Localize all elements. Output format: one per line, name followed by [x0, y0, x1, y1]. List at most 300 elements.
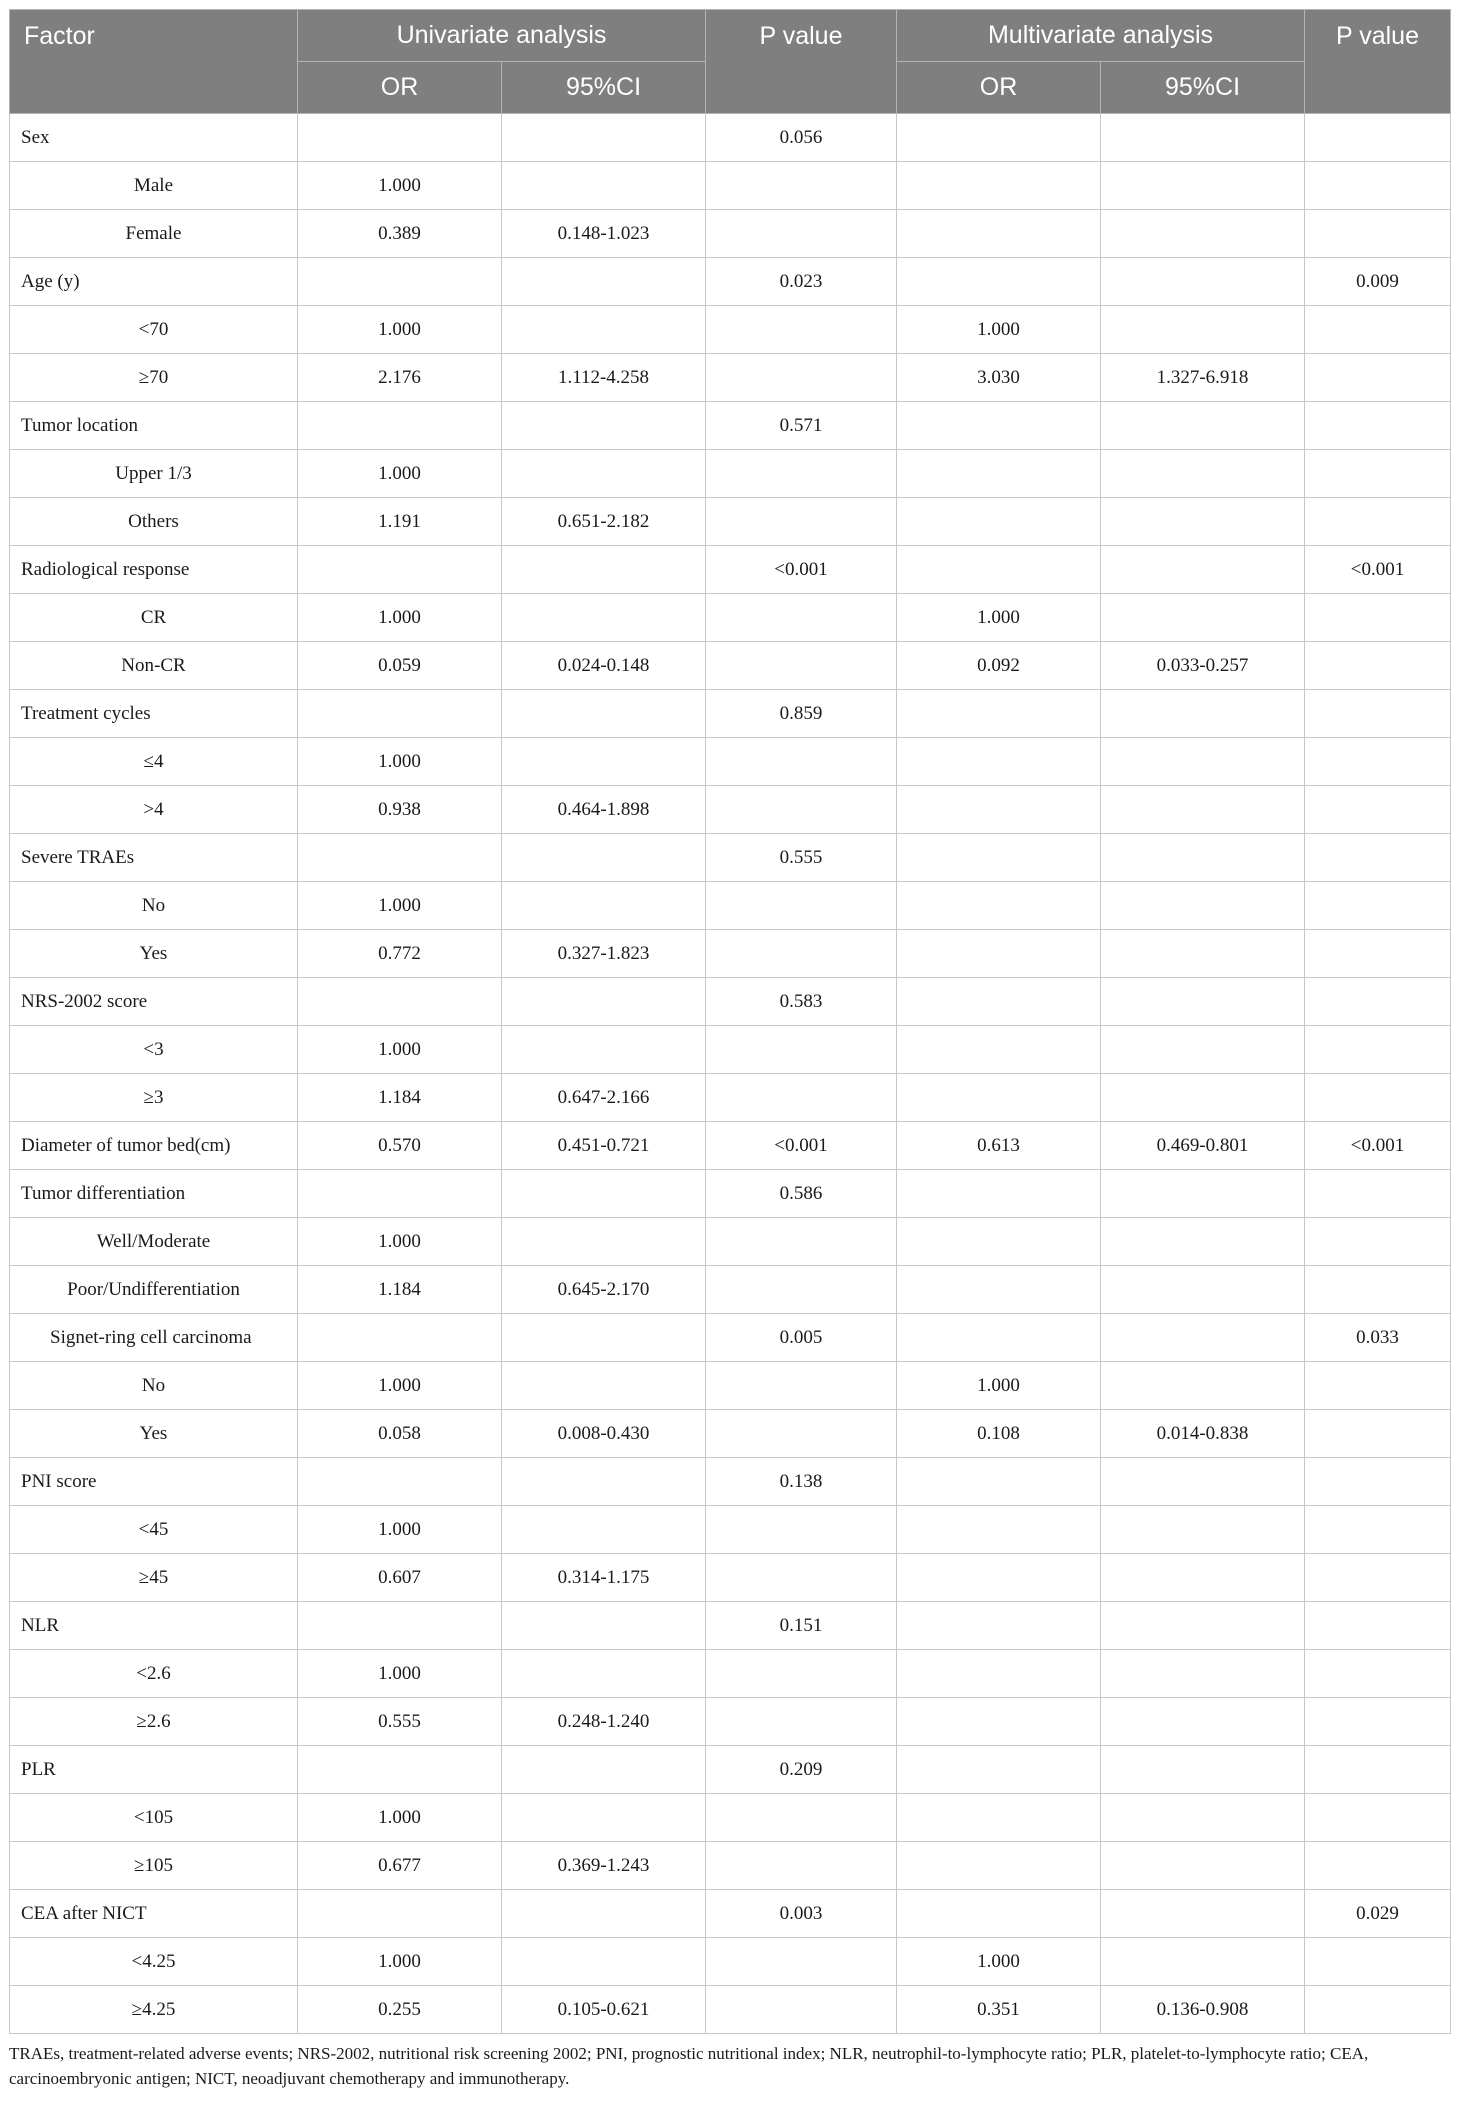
or-multivariate-cell — [897, 1650, 1101, 1698]
factor-cell: Yes — [10, 930, 298, 978]
or-multivariate-cell — [897, 258, 1101, 306]
factor-cell: Upper 1/3 — [10, 450, 298, 498]
p-univariate-cell: 0.056 — [706, 114, 897, 162]
or-multivariate-cell: 1.000 — [897, 594, 1101, 642]
factor-cell: <2.6 — [10, 1650, 298, 1698]
or-multivariate-cell — [897, 690, 1101, 738]
factor-cell: ≥2.6 — [10, 1698, 298, 1746]
factor-cell: Yes — [10, 1410, 298, 1458]
ci-multivariate-cell — [1101, 1746, 1305, 1794]
table-row — [10, 354, 1451, 402]
p-univariate-cell — [706, 1986, 897, 2034]
ci-multivariate-cell — [1101, 450, 1305, 498]
ci-multivariate-cell: 0.136-0.908 — [1101, 1986, 1305, 2034]
table-row — [10, 1266, 1451, 1314]
ci-univariate-cell — [502, 978, 706, 1026]
ci-univariate-cell — [502, 402, 706, 450]
table-header — [10, 10, 1451, 114]
ci-univariate-cell — [502, 1218, 706, 1266]
ci-multivariate-cell — [1101, 1458, 1305, 1506]
p-univariate-cell: 0.583 — [706, 978, 897, 1026]
ci-multivariate-cell — [1101, 1218, 1305, 1266]
p-multivariate-cell — [1305, 1842, 1451, 1890]
ci-multivariate-cell — [1101, 114, 1305, 162]
or-univariate-cell: 1.000 — [298, 1362, 502, 1410]
p-multivariate-cell — [1305, 1074, 1451, 1122]
factor-cell: ≥105 — [10, 1842, 298, 1890]
p-univariate-cell: 0.571 — [706, 402, 897, 450]
table-row — [10, 498, 1451, 546]
or-multivariate-cell — [897, 114, 1101, 162]
p-multivariate-cell — [1305, 786, 1451, 834]
ci-univariate-cell — [502, 306, 706, 354]
ci-multivariate-cell — [1101, 1170, 1305, 1218]
p-univariate-cell — [706, 786, 897, 834]
ci-multivariate-cell — [1101, 1938, 1305, 1986]
or-multivariate-cell — [897, 1170, 1101, 1218]
or-multivariate-cell — [897, 546, 1101, 594]
header-or-multivariate: OR — [897, 62, 1101, 114]
or-multivariate-cell — [897, 882, 1101, 930]
ci-multivariate-cell: 0.469-0.801 — [1101, 1122, 1305, 1170]
table-row — [10, 1314, 1451, 1362]
or-univariate-cell — [298, 1746, 502, 1794]
table-row — [10, 978, 1451, 1026]
ci-univariate-cell: 0.645-2.170 — [502, 1266, 706, 1314]
or-multivariate-cell — [897, 1074, 1101, 1122]
ci-multivariate-cell — [1101, 1074, 1305, 1122]
or-multivariate-cell — [897, 1698, 1101, 1746]
table-row — [10, 162, 1451, 210]
table-row — [10, 1842, 1451, 1890]
or-univariate-cell — [298, 1314, 502, 1362]
or-univariate-cell — [298, 690, 502, 738]
or-multivariate-cell: 0.351 — [897, 1986, 1101, 2034]
ci-univariate-cell — [502, 738, 706, 786]
factor-cell: Female — [10, 210, 298, 258]
factor-cell: ≤4 — [10, 738, 298, 786]
or-multivariate-cell: 3.030 — [897, 354, 1101, 402]
or-multivariate-cell — [897, 162, 1101, 210]
ci-multivariate-cell — [1101, 882, 1305, 930]
p-multivariate-cell — [1305, 642, 1451, 690]
p-univariate-cell — [706, 354, 897, 402]
factor-cell: ≥45 — [10, 1554, 298, 1602]
ci-multivariate-cell: 1.327-6.918 — [1101, 354, 1305, 402]
ci-univariate-cell: 0.024-0.148 — [502, 642, 706, 690]
ci-multivariate-cell — [1101, 546, 1305, 594]
p-univariate-cell: 0.003 — [706, 1890, 897, 1938]
table-row — [10, 1554, 1451, 1602]
or-univariate-cell: 1.184 — [298, 1266, 502, 1314]
factor-cell: Age (y) — [10, 258, 298, 306]
or-univariate-cell: 1.000 — [298, 1506, 502, 1554]
p-multivariate-cell — [1305, 162, 1451, 210]
table-row — [10, 1602, 1451, 1650]
ci-multivariate-cell: 0.014-0.838 — [1101, 1410, 1305, 1458]
or-multivariate-cell — [897, 1506, 1101, 1554]
p-multivariate-cell — [1305, 114, 1451, 162]
or-univariate-cell: 1.000 — [298, 738, 502, 786]
or-multivariate-cell: 0.108 — [897, 1410, 1101, 1458]
ci-univariate-cell — [502, 450, 706, 498]
factor-cell: NRS-2002 score — [10, 978, 298, 1026]
table-row — [10, 1986, 1451, 2034]
p-univariate-cell: 0.023 — [706, 258, 897, 306]
table-row — [10, 210, 1451, 258]
factor-cell: Others — [10, 498, 298, 546]
table-row — [10, 690, 1451, 738]
ci-multivariate-cell — [1101, 1026, 1305, 1074]
table-row — [10, 1506, 1451, 1554]
ci-multivariate-cell — [1101, 1698, 1305, 1746]
factor-cell: No — [10, 882, 298, 930]
ci-univariate-cell — [502, 690, 706, 738]
ci-multivariate-cell — [1101, 738, 1305, 786]
or-univariate-cell: 1.000 — [298, 1794, 502, 1842]
or-multivariate-cell — [897, 1314, 1101, 1362]
ci-univariate-cell — [502, 1458, 706, 1506]
p-multivariate-cell — [1305, 1986, 1451, 2034]
factor-cell: ≥4.25 — [10, 1986, 298, 2034]
or-multivariate-cell — [897, 1026, 1101, 1074]
p-univariate-cell — [706, 1938, 897, 1986]
ci-univariate-cell: 0.369-1.243 — [502, 1842, 706, 1890]
factor-cell: Male — [10, 162, 298, 210]
p-univariate-cell — [706, 1362, 897, 1410]
p-univariate-cell — [706, 306, 897, 354]
p-multivariate-cell — [1305, 1698, 1451, 1746]
or-univariate-cell: 0.938 — [298, 786, 502, 834]
factor-cell: <105 — [10, 1794, 298, 1842]
p-univariate-cell — [706, 1074, 897, 1122]
ci-univariate-cell: 0.647-2.166 — [502, 1074, 706, 1122]
or-multivariate-cell — [897, 402, 1101, 450]
table-row — [10, 258, 1451, 306]
p-multivariate-cell — [1305, 210, 1451, 258]
p-multivariate-cell — [1305, 354, 1451, 402]
or-univariate-cell: 0.555 — [298, 1698, 502, 1746]
ci-univariate-cell: 0.008-0.430 — [502, 1410, 706, 1458]
p-univariate-cell: 0.555 — [706, 834, 897, 882]
or-univariate-cell: 1.000 — [298, 594, 502, 642]
p-univariate-cell — [706, 210, 897, 258]
or-univariate-cell: 0.059 — [298, 642, 502, 690]
ci-univariate-cell — [502, 114, 706, 162]
or-univariate-cell: 0.607 — [298, 1554, 502, 1602]
p-multivariate-cell — [1305, 1602, 1451, 1650]
ci-univariate-cell — [502, 882, 706, 930]
ci-multivariate-cell — [1101, 1890, 1305, 1938]
or-univariate-cell — [298, 1458, 502, 1506]
p-univariate-cell — [706, 162, 897, 210]
ci-multivariate-cell — [1101, 690, 1305, 738]
p-univariate-cell — [706, 930, 897, 978]
p-univariate-cell — [706, 1026, 897, 1074]
or-multivariate-cell — [897, 1890, 1101, 1938]
p-univariate-cell — [706, 1842, 897, 1890]
factor-cell: Radiological response — [10, 546, 298, 594]
p-multivariate-cell — [1305, 1362, 1451, 1410]
or-multivariate-cell: 1.000 — [897, 306, 1101, 354]
p-multivariate-cell — [1305, 1458, 1451, 1506]
ci-multivariate-cell — [1101, 258, 1305, 306]
factor-cell: Tumor differentiation — [10, 1170, 298, 1218]
p-multivariate-cell — [1305, 1026, 1451, 1074]
p-univariate-cell: 0.586 — [706, 1170, 897, 1218]
p-univariate-cell — [706, 1218, 897, 1266]
factor-cell: <70 — [10, 306, 298, 354]
table-row — [10, 306, 1451, 354]
p-multivariate-cell — [1305, 834, 1451, 882]
header-p-value-univariate: P value — [706, 10, 897, 114]
p-multivariate-cell — [1305, 306, 1451, 354]
p-multivariate-cell — [1305, 1650, 1451, 1698]
or-multivariate-cell — [897, 1602, 1101, 1650]
header-multivariate: Multivariate analysis — [897, 10, 1305, 62]
table-row — [10, 1170, 1451, 1218]
or-univariate-cell — [298, 834, 502, 882]
ci-multivariate-cell — [1101, 978, 1305, 1026]
ci-univariate-cell — [502, 1650, 706, 1698]
p-univariate-cell: 0.859 — [706, 690, 897, 738]
factor-cell: <3 — [10, 1026, 298, 1074]
table-row — [10, 834, 1451, 882]
p-multivariate-cell — [1305, 1746, 1451, 1794]
ci-univariate-cell — [502, 1794, 706, 1842]
p-multivariate-cell — [1305, 1218, 1451, 1266]
or-multivariate-cell: 1.000 — [897, 1938, 1101, 1986]
factor-cell: Treatment cycles — [10, 690, 298, 738]
ci-univariate-cell: 0.327-1.823 — [502, 930, 706, 978]
p-multivariate-cell — [1305, 498, 1451, 546]
p-univariate-cell: <0.001 — [706, 546, 897, 594]
table-row — [10, 1026, 1451, 1074]
ci-multivariate-cell — [1101, 1506, 1305, 1554]
table-footnote: TRAEs, treatment-related adverse events; NRS-2002, nutritional risk screening 2002; PNI, prognostic nutritional index; NLR, neutrophil-to-lymphocyte ratio; PLR, platelet-to-lymphocyte ratio; CEA, carcinoembryonic antigen; NICT, neoadjuvant chemotherapy and immunotherapy. — [9, 2044, 1369, 2088]
table-row — [10, 1650, 1451, 1698]
or-univariate-cell: 0.772 — [298, 930, 502, 978]
p-multivariate-cell — [1305, 930, 1451, 978]
or-multivariate-cell — [897, 1458, 1101, 1506]
ci-univariate-cell — [502, 1170, 706, 1218]
ci-multivariate-cell — [1101, 1842, 1305, 1890]
or-multivariate-cell — [897, 930, 1101, 978]
or-multivariate-cell — [897, 1218, 1101, 1266]
p-multivariate-cell — [1305, 402, 1451, 450]
or-univariate-cell: 1.000 — [298, 882, 502, 930]
p-univariate-cell — [706, 1554, 897, 1602]
p-univariate-cell: 0.005 — [706, 1314, 897, 1362]
ci-multivariate-cell — [1101, 306, 1305, 354]
table-row — [10, 1890, 1451, 1938]
p-multivariate-cell — [1305, 450, 1451, 498]
ci-multivariate-cell: 0.033-0.257 — [1101, 642, 1305, 690]
or-univariate-cell: 1.000 — [298, 306, 502, 354]
or-multivariate-cell: 1.000 — [897, 1362, 1101, 1410]
factor-cell: Tumor location — [10, 402, 298, 450]
or-univariate-cell: 1.000 — [298, 1650, 502, 1698]
p-univariate-cell: <0.001 — [706, 1122, 897, 1170]
table-row — [10, 1410, 1451, 1458]
ci-multivariate-cell — [1101, 594, 1305, 642]
ci-univariate-cell — [502, 1362, 706, 1410]
p-univariate-cell — [706, 1410, 897, 1458]
or-multivariate-cell — [897, 738, 1101, 786]
table-body — [10, 114, 1451, 2034]
or-multivariate-cell — [897, 1746, 1101, 1794]
ci-multivariate-cell — [1101, 930, 1305, 978]
p-univariate-cell — [706, 738, 897, 786]
p-univariate-cell — [706, 1650, 897, 1698]
factor-cell: >4 — [10, 786, 298, 834]
or-multivariate-cell — [897, 1266, 1101, 1314]
ci-univariate-cell: 0.148-1.023 — [502, 210, 706, 258]
p-univariate-cell: 0.209 — [706, 1746, 897, 1794]
p-univariate-cell — [706, 498, 897, 546]
ci-univariate-cell — [502, 162, 706, 210]
factor-cell: Non-CR — [10, 642, 298, 690]
table-row — [10, 1746, 1451, 1794]
ci-multivariate-cell — [1101, 1602, 1305, 1650]
ci-multivariate-cell — [1101, 1314, 1305, 1362]
or-multivariate-cell — [897, 978, 1101, 1026]
header-factor: Factor — [10, 10, 298, 114]
p-multivariate-cell: <0.001 — [1305, 546, 1451, 594]
ci-univariate-cell — [502, 1602, 706, 1650]
factor-cell: PLR — [10, 1746, 298, 1794]
or-multivariate-cell: 0.092 — [897, 642, 1101, 690]
factor-cell: Poor/Undifferentiation — [10, 1266, 298, 1314]
or-univariate-cell: 0.677 — [298, 1842, 502, 1890]
or-multivariate-cell — [897, 450, 1101, 498]
p-univariate-cell: 0.138 — [706, 1458, 897, 1506]
or-univariate-cell: 1.191 — [298, 498, 502, 546]
p-univariate-cell — [706, 1698, 897, 1746]
ci-univariate-cell: 0.451-0.721 — [502, 1122, 706, 1170]
p-multivariate-cell: 0.029 — [1305, 1890, 1451, 1938]
table-row — [10, 1362, 1451, 1410]
factor-cell: ≥70 — [10, 354, 298, 402]
factor-cell: <45 — [10, 1506, 298, 1554]
or-univariate-cell: 0.570 — [298, 1122, 502, 1170]
ci-univariate-cell: 0.105-0.621 — [502, 1986, 706, 2034]
ci-univariate-cell — [502, 834, 706, 882]
ci-multivariate-cell — [1101, 162, 1305, 210]
header-univariate: Univariate analysis — [298, 10, 706, 62]
p-multivariate-cell: <0.001 — [1305, 1122, 1451, 1170]
factor-cell: PNI score — [10, 1458, 298, 1506]
ci-multivariate-cell — [1101, 1266, 1305, 1314]
header-ci-univariate: 95%CI — [502, 62, 706, 114]
ci-multivariate-cell — [1101, 1650, 1305, 1698]
or-univariate-cell: 0.389 — [298, 210, 502, 258]
ci-multivariate-cell — [1101, 1554, 1305, 1602]
p-univariate-cell — [706, 450, 897, 498]
table-row — [10, 594, 1451, 642]
or-univariate-cell: 1.000 — [298, 1026, 502, 1074]
or-univariate-cell: 1.184 — [298, 1074, 502, 1122]
p-multivariate-cell — [1305, 594, 1451, 642]
factor-cell: Severe TRAEs — [10, 834, 298, 882]
factor-cell: Sex — [10, 114, 298, 162]
factor-cell: Well/Moderate — [10, 1218, 298, 1266]
ci-multivariate-cell — [1101, 786, 1305, 834]
p-univariate-cell — [706, 642, 897, 690]
or-univariate-cell: 0.058 — [298, 1410, 502, 1458]
factor-cell: No — [10, 1362, 298, 1410]
regression-table — [9, 9, 1451, 2034]
ci-univariate-cell: 0.464-1.898 — [502, 786, 706, 834]
p-multivariate-cell — [1305, 1794, 1451, 1842]
or-univariate-cell — [298, 1890, 502, 1938]
header-or-univariate: OR — [298, 62, 502, 114]
or-univariate-cell: 2.176 — [298, 354, 502, 402]
p-univariate-cell — [706, 1266, 897, 1314]
factor-cell: CEA after NICT — [10, 1890, 298, 1938]
ci-univariate-cell — [502, 1506, 706, 1554]
table-row — [10, 642, 1451, 690]
or-multivariate-cell — [897, 834, 1101, 882]
table-row — [10, 882, 1451, 930]
factor-cell: CR — [10, 594, 298, 642]
or-univariate-cell — [298, 258, 502, 306]
p-multivariate-cell — [1305, 738, 1451, 786]
p-univariate-cell — [706, 1506, 897, 1554]
or-univariate-cell: 1.000 — [298, 450, 502, 498]
or-univariate-cell: 0.255 — [298, 1986, 502, 2034]
p-univariate-cell: 0.151 — [706, 1602, 897, 1650]
ci-univariate-cell: 0.651-2.182 — [502, 498, 706, 546]
p-multivariate-cell — [1305, 1506, 1451, 1554]
p-multivariate-cell — [1305, 1410, 1451, 1458]
p-multivariate-cell — [1305, 690, 1451, 738]
ci-univariate-cell — [502, 594, 706, 642]
table-row — [10, 738, 1451, 786]
or-univariate-cell — [298, 978, 502, 1026]
ci-univariate-cell — [502, 1314, 706, 1362]
or-multivariate-cell — [897, 498, 1101, 546]
ci-univariate-cell — [502, 1026, 706, 1074]
ci-multivariate-cell — [1101, 210, 1305, 258]
ci-multivariate-cell — [1101, 498, 1305, 546]
table-container — [9, 9, 1450, 2034]
table-row — [10, 1794, 1451, 1842]
table-row — [10, 402, 1451, 450]
ci-univariate-cell: 0.248-1.240 — [502, 1698, 706, 1746]
or-multivariate-cell: 0.613 — [897, 1122, 1101, 1170]
or-multivariate-cell — [897, 1842, 1101, 1890]
ci-multivariate-cell — [1101, 402, 1305, 450]
ci-multivariate-cell — [1101, 834, 1305, 882]
p-univariate-cell — [706, 1794, 897, 1842]
p-multivariate-cell — [1305, 882, 1451, 930]
table-row — [10, 1218, 1451, 1266]
header-ci-multivariate: 95%CI — [1101, 62, 1305, 114]
table-row — [10, 786, 1451, 834]
or-univariate-cell — [298, 1170, 502, 1218]
p-multivariate-cell — [1305, 1554, 1451, 1602]
or-univariate-cell — [298, 402, 502, 450]
p-multivariate-cell: 0.009 — [1305, 258, 1451, 306]
p-multivariate-cell — [1305, 1938, 1451, 1986]
or-multivariate-cell — [897, 1794, 1101, 1842]
table-row — [10, 546, 1451, 594]
factor-cell: NLR — [10, 1602, 298, 1650]
factor-cell: <4.25 — [10, 1938, 298, 1986]
or-multivariate-cell — [897, 210, 1101, 258]
factor-cell: Signet-ring cell carcinoma — [10, 1314, 298, 1362]
